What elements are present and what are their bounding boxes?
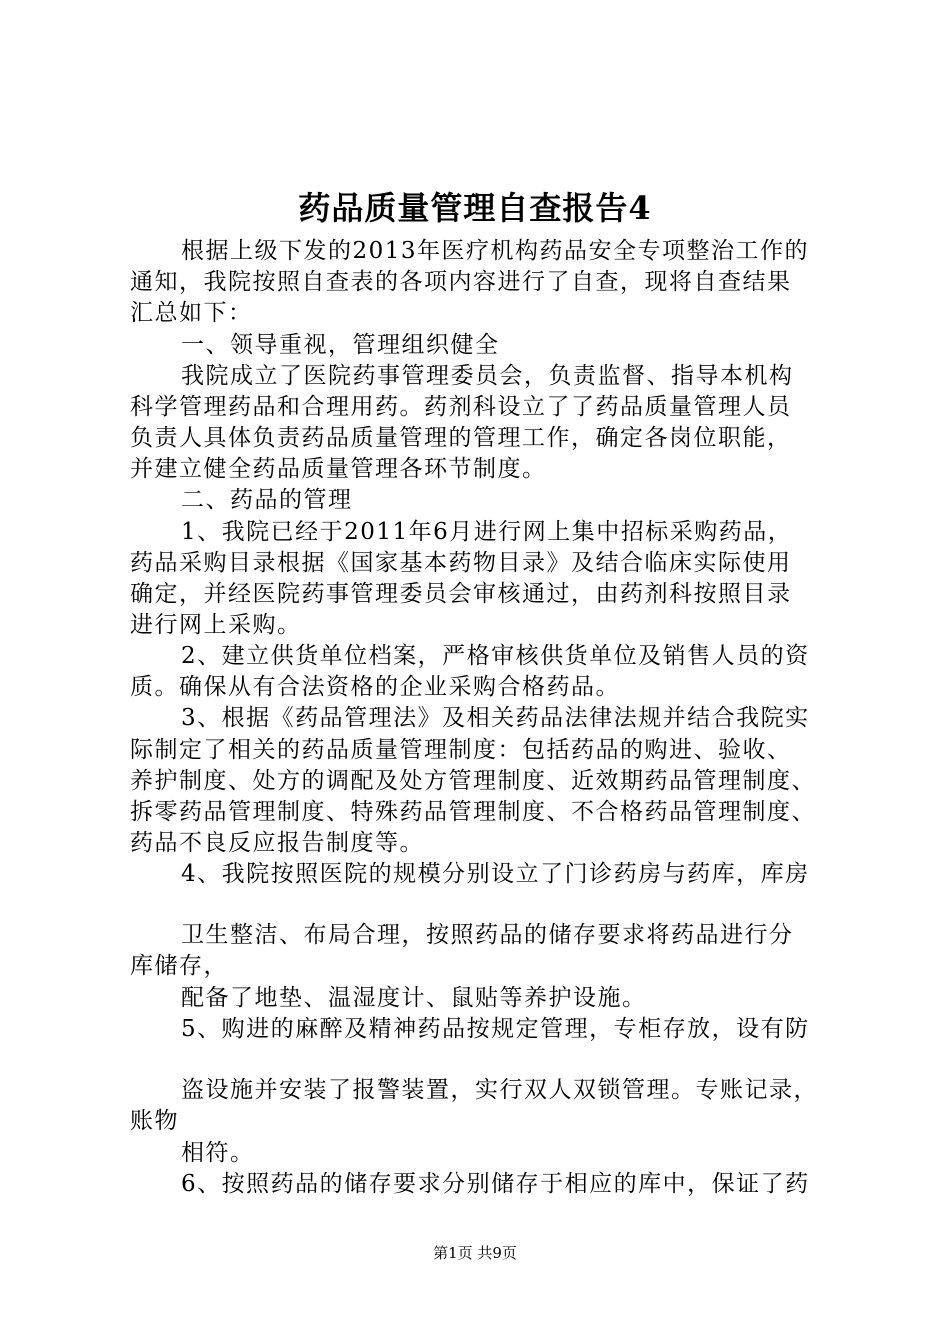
section-heading: 二、药品的管理 bbox=[181, 487, 353, 513]
body-line: 根据上级下发的2013年医疗机构药品安全专项整治工作的 bbox=[181, 238, 810, 264]
body-line: 配备了地垫、温湿度计、鼠贴等养护设施。 bbox=[181, 985, 647, 1011]
body-line: 我院成立了医院药事管理委员会，负责监督、指导本机构 bbox=[181, 363, 794, 389]
body-line: 2、建立供货单位档案，严格审核供货单位及销售人员的资 bbox=[181, 643, 810, 669]
body-line: 盗设施并安装了报警装置，实行双人双锁管理。专账记录， bbox=[181, 1077, 818, 1103]
body-line: 相符。 bbox=[181, 1140, 255, 1166]
body-line: 确定，并经医院药事管理委员会审核通过，由药剂科按照目录 bbox=[130, 581, 792, 607]
body-line: 汇总如下： bbox=[130, 300, 253, 326]
body-line: 卫生整洁、布局合理，按照药品的储存要求将药品进行分 bbox=[181, 922, 794, 948]
body-line: 科学管理药品和合理用药。药剂科设立了了药品质量管理人员 bbox=[130, 394, 792, 420]
body-line: 进行网上采购。 bbox=[130, 612, 302, 638]
page-footer: 第1页 共9页 bbox=[433, 1244, 517, 1262]
body-line: 账物 bbox=[130, 1108, 179, 1134]
body-line: 1、我院已经于2011年6月进行网上集中招标采购药品， bbox=[181, 519, 793, 545]
body-line: 并建立健全药品质量管理各环节制度。 bbox=[130, 456, 547, 482]
section-heading: 一、领导重视，管理组织健全 bbox=[181, 332, 500, 358]
body-line: 际制定了相关的药品质量管理制度：包括药品的购进、验收、 bbox=[130, 737, 792, 763]
body-line: 养护制度、处方的调配及处方管理制度、近效期药品管理制度、 bbox=[130, 768, 816, 794]
body-line: 通知，我院按照自查表的各项内容进行了自查，现将自查结果 bbox=[130, 269, 792, 295]
body-line: 6、按照药品的储存要求分别储存于相应的库中，保证了药 bbox=[181, 1171, 810, 1197]
body-line: 3、根据《药品管理法》及相关药品法律法规并结合我院实 bbox=[181, 705, 810, 731]
body-line: 5、购进的麻醉及精神药品按规定管理，专柜存放，设有防 bbox=[181, 1016, 810, 1042]
body-line: 药品采购目录根据《国家基本药物目录》及结合临床实际使用 bbox=[130, 550, 792, 576]
body-line: 药品不良反应报告制度等。 bbox=[130, 830, 424, 856]
body-line: 质。确保从有合法资格的企业采购合格药品。 bbox=[130, 674, 620, 700]
body-line: 4、我院按照医院的规模分别设立了门诊药房与药库，库房 bbox=[181, 861, 810, 887]
body-line: 库储存， bbox=[130, 953, 228, 979]
body-line: 负责人具体负责药品质量管理的管理工作，确定各岗位职能， bbox=[130, 425, 792, 451]
body-line: 拆零药品管理制度、特殊药品管理制度、不合格药品管理制度、 bbox=[130, 799, 816, 825]
document-title: 药品质量管理自查报告4 bbox=[298, 189, 652, 227]
